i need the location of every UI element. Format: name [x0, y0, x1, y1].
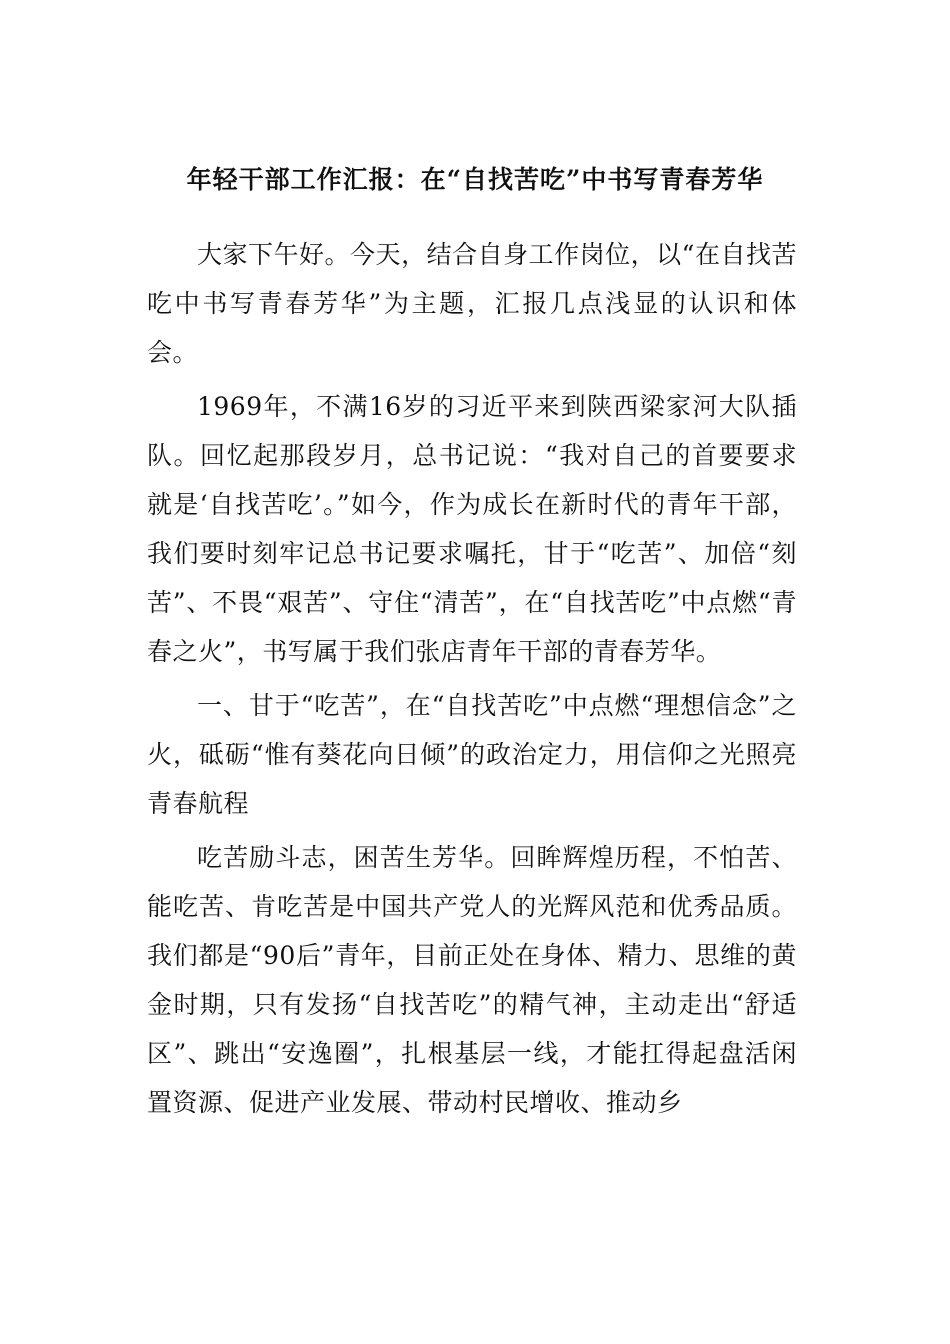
paragraph-section-one: 吃苦励斗志，困苦生芳华。回眸辉煌历程，不怕苦、能吃苦、肯吃苦是中国共产党人的光辉风范和优秀品质。我们都是“90后”青年，目前正处在身体、精力、思维的黄金时期，只有发扬“自找苦吃”的精气神，主动走出“舒适区”、跳出“安逸圈”，扎根基层一线，才能扛得起盘活闲置资源、促进产业发展、带动村民增收、推动乡: [147, 843, 797, 1117]
paragraph-greeting: 大家下午好。今天，结合自身工作岗位，以“在自找苦吃中书写青春芳华”为主题，汇报几点浅显的认识和体会。: [147, 240, 797, 367]
document-body: [147, 230, 797, 1132]
section-heading-one: 一、甘于“吃苦”，在“自找苦吃”中点燃“理想信念”之火，砥砺“惟有葵花向日倾”的政治定力，用信仰之光照亮青春航程: [147, 691, 797, 818]
document-title: 年轻干部工作汇报：在“自找苦吃”中书写青春芳华: [186, 165, 764, 194]
paragraph-background: 1969年，不满16岁的习近平来到陕西梁家河大队插队。回忆起那段岁月，总书记说：“我对自己的首要要求就是‘自找苦吃’。”如今，作为成长在新时代的青年干部，我们要时刻牢记总书记要求嘱托，甘于“吃苦”、加倍“刻苦”、不畏“艰苦”、守住“清苦”，在“自找苦吃”中点燃“青春之火”，书写属于我们张店青年干部的青春芳华。: [147, 392, 797, 666]
